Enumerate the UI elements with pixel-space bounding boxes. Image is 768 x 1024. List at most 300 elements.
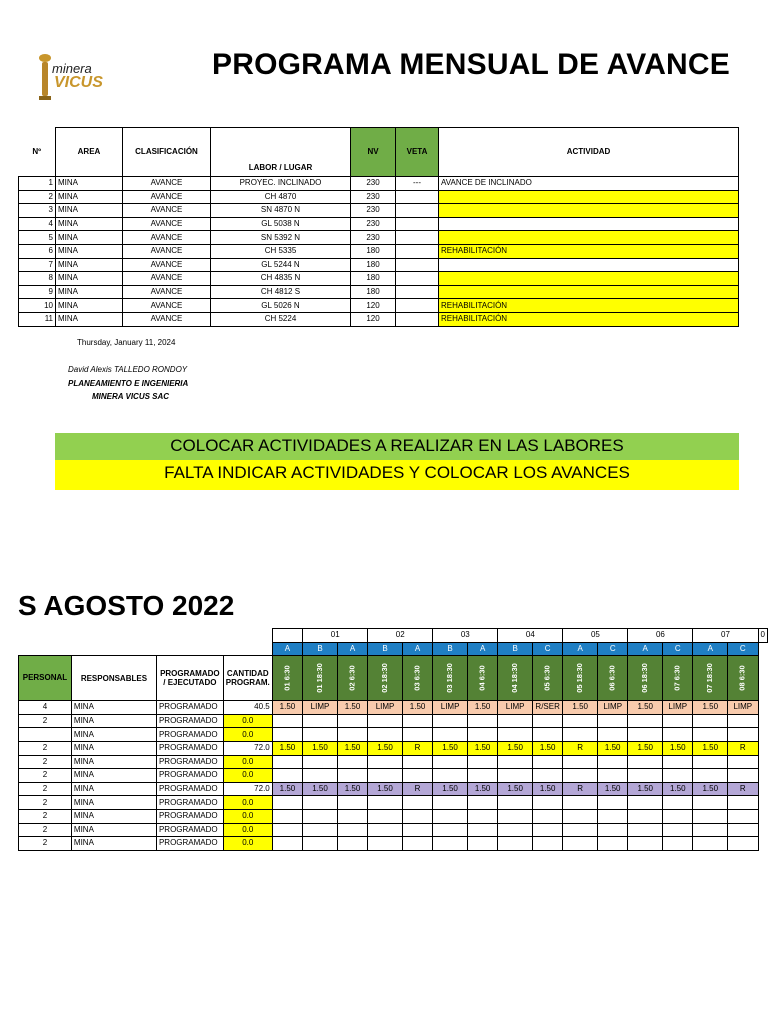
row-nv: 120 bbox=[351, 312, 396, 326]
schedule-cell[interactable] bbox=[467, 823, 497, 837]
shift-letter: A bbox=[563, 642, 598, 656]
schedule-cell[interactable] bbox=[433, 837, 468, 851]
schedule-cell[interactable]: 1.50 bbox=[498, 741, 533, 755]
shift-time-cell bbox=[532, 656, 562, 701]
row-responsable: MINA bbox=[71, 728, 156, 742]
row-area: MINA bbox=[56, 258, 123, 272]
shift-time: 07 6:30 bbox=[672, 665, 682, 691]
schedule-cell[interactable] bbox=[303, 714, 338, 728]
row-personal: 2 bbox=[19, 837, 72, 851]
row-personal: 2 bbox=[19, 714, 72, 728]
header-nv: NV bbox=[351, 128, 396, 177]
row-clasificacion: AVANCE bbox=[123, 217, 211, 231]
schedule-cell[interactable]: 1.50 bbox=[693, 701, 728, 715]
row-veta bbox=[396, 299, 439, 313]
schedule-cell[interactable] bbox=[532, 809, 562, 823]
schedule-cell[interactable] bbox=[597, 796, 627, 810]
row-number: 6 bbox=[19, 244, 56, 258]
schedule-cell[interactable] bbox=[433, 796, 468, 810]
row-responsable: MINA bbox=[71, 714, 156, 728]
row-personal: 2 bbox=[19, 769, 72, 783]
schedule-cell[interactable] bbox=[303, 796, 338, 810]
schedule-cell[interactable] bbox=[728, 714, 758, 728]
schedule-cell[interactable] bbox=[728, 755, 758, 769]
schedule-cell[interactable] bbox=[433, 809, 468, 823]
schedule-row bbox=[19, 796, 768, 810]
row-cantidad: 72.0 bbox=[223, 741, 272, 755]
schedule-cell[interactable] bbox=[498, 755, 533, 769]
shift-time: 06 6:30 bbox=[607, 665, 617, 691]
schedule-cell[interactable] bbox=[498, 837, 533, 851]
schedule-cell[interactable] bbox=[693, 796, 728, 810]
schedule-cell[interactable] bbox=[728, 769, 758, 783]
schedule-cell[interactable]: 1.50 bbox=[597, 741, 627, 755]
schedule-cell[interactable] bbox=[467, 769, 497, 783]
schedule-cell[interactable] bbox=[728, 823, 758, 837]
schedule-cell[interactable]: 1.50 bbox=[663, 782, 693, 796]
shift-letter: A bbox=[467, 642, 497, 656]
row-personal: 2 bbox=[19, 809, 72, 823]
schedule-cell[interactable] bbox=[628, 796, 663, 810]
schedule-cell[interactable] bbox=[663, 796, 693, 810]
row-programado: PROGRAMADO bbox=[156, 823, 223, 837]
schedule-row bbox=[19, 809, 768, 823]
row-veta bbox=[396, 217, 439, 231]
schedule-cell[interactable] bbox=[402, 769, 432, 783]
shift-time-cell bbox=[693, 656, 728, 701]
row-labor: CH 5224 bbox=[211, 312, 351, 326]
schedule-cell[interactable] bbox=[663, 714, 693, 728]
banner-warning: FALTA INDICAR ACTIVIDADES Y COLOCAR LOS AVANCES bbox=[55, 460, 739, 490]
schedule-cell[interactable] bbox=[563, 769, 598, 783]
schedule-cell[interactable] bbox=[532, 837, 562, 851]
row-nv: 180 bbox=[351, 244, 396, 258]
schedule-cell[interactable]: 1.50 bbox=[467, 741, 497, 755]
schedule-cell[interactable] bbox=[663, 769, 693, 783]
blank-cell bbox=[19, 629, 72, 643]
schedule-cell[interactable] bbox=[532, 755, 562, 769]
row-area: MINA bbox=[56, 177, 123, 191]
shift-letter: A bbox=[402, 642, 432, 656]
schedule-cell[interactable] bbox=[368, 823, 403, 837]
schedule-cell[interactable] bbox=[272, 714, 302, 728]
row-area: MINA bbox=[56, 190, 123, 204]
row-cantidad: 0.0 bbox=[223, 823, 272, 837]
schedule-cell[interactable]: 1.50 bbox=[368, 782, 403, 796]
schedule-cell[interactable] bbox=[337, 823, 367, 837]
schedule-cell[interactable]: 1.50 bbox=[628, 741, 663, 755]
schedule-cell[interactable] bbox=[368, 714, 403, 728]
row-actividad bbox=[439, 190, 739, 204]
schedule-cell[interactable]: LIMP bbox=[303, 701, 338, 715]
schedule-cell[interactable] bbox=[402, 809, 432, 823]
schedule-cell[interactable] bbox=[597, 809, 627, 823]
shift-time-cell bbox=[433, 656, 468, 701]
schedule-cell[interactable] bbox=[337, 728, 367, 742]
row-clasificacion: AVANCE bbox=[123, 258, 211, 272]
schedule-cell[interactable] bbox=[563, 728, 598, 742]
schedule-cell[interactable] bbox=[728, 796, 758, 810]
schedule-cell[interactable]: 1.50 bbox=[272, 782, 302, 796]
schedule-cell[interactable] bbox=[402, 728, 432, 742]
schedule-cell[interactable] bbox=[272, 769, 302, 783]
schedule-cell[interactable] bbox=[402, 755, 432, 769]
schedule-cell[interactable]: 1.50 bbox=[467, 701, 497, 715]
row-area: MINA bbox=[56, 272, 123, 286]
schedule-cell[interactable]: 1.50 bbox=[368, 741, 403, 755]
schedule-cell[interactable] bbox=[532, 728, 562, 742]
schedule-cell[interactable]: R bbox=[563, 782, 598, 796]
schedule-cell[interactable]: R/SER bbox=[532, 701, 562, 715]
schedule-cell[interactable] bbox=[368, 728, 403, 742]
row-clasificacion: AVANCE bbox=[123, 285, 211, 299]
schedule-cell[interactable] bbox=[628, 837, 663, 851]
schedule-cell[interactable] bbox=[498, 809, 533, 823]
shift-letter: B bbox=[498, 642, 533, 656]
schedule-cell[interactable] bbox=[693, 837, 728, 851]
labor-row bbox=[19, 217, 739, 231]
row-clasificacion: AVANCE bbox=[123, 244, 211, 258]
row-responsable: MINA bbox=[71, 809, 156, 823]
schedule-cell[interactable] bbox=[693, 714, 728, 728]
schedule-cell[interactable] bbox=[433, 769, 468, 783]
labor-row bbox=[19, 190, 739, 204]
row-programado: PROGRAMADO bbox=[156, 714, 223, 728]
schedule-cell[interactable] bbox=[663, 809, 693, 823]
schedule-cell[interactable] bbox=[433, 823, 468, 837]
schedule-cell[interactable] bbox=[433, 714, 468, 728]
logo-line2: VICUS bbox=[54, 74, 103, 91]
row-veta bbox=[396, 231, 439, 245]
row-number: 9 bbox=[19, 285, 56, 299]
schedule-cell[interactable] bbox=[563, 714, 598, 728]
schedule-cell[interactable] bbox=[272, 823, 302, 837]
row-personal: 2 bbox=[19, 741, 72, 755]
schedule-cell[interactable] bbox=[628, 809, 663, 823]
shift-time: 07 18:30 bbox=[705, 663, 715, 693]
labor-row bbox=[19, 299, 739, 313]
shift-letter: C bbox=[728, 642, 758, 656]
day-number: 03 bbox=[433, 629, 498, 643]
schedule-cell[interactable] bbox=[693, 809, 728, 823]
row-nv: 230 bbox=[351, 190, 396, 204]
labores-table bbox=[18, 127, 739, 327]
schedule-row bbox=[19, 714, 768, 728]
schedule-row bbox=[19, 701, 768, 715]
schedule-cell[interactable]: 1.50 bbox=[402, 701, 432, 715]
schedule-cell[interactable] bbox=[402, 823, 432, 837]
shift-time-cell bbox=[303, 656, 338, 701]
schedule-cell[interactable]: 1.50 bbox=[337, 701, 367, 715]
schedule-cell[interactable] bbox=[663, 837, 693, 851]
schedule-cell[interactable]: 1.50 bbox=[597, 782, 627, 796]
row-programado: PROGRAMADO bbox=[156, 769, 223, 783]
shift-letter: C bbox=[597, 642, 627, 656]
row-nv: 230 bbox=[351, 204, 396, 218]
schedule-cell[interactable] bbox=[272, 755, 302, 769]
schedule-cell[interactable] bbox=[498, 823, 533, 837]
schedule-cell[interactable] bbox=[337, 755, 367, 769]
schedule-cell[interactable]: 1.50 bbox=[433, 782, 468, 796]
row-cantidad: 0.0 bbox=[223, 837, 272, 851]
schedule-cell[interactable]: R bbox=[402, 741, 432, 755]
day-number: 0 bbox=[758, 629, 767, 643]
schedule-cell[interactable] bbox=[402, 837, 432, 851]
schedule-cell[interactable]: 1.50 bbox=[433, 741, 468, 755]
schedule-cell[interactable] bbox=[597, 755, 627, 769]
schedule-cell[interactable] bbox=[337, 837, 367, 851]
schedule-cell[interactable] bbox=[628, 823, 663, 837]
schedule-cell[interactable] bbox=[532, 796, 562, 810]
schedule-cell[interactable]: 1.50 bbox=[532, 782, 562, 796]
schedule-cell[interactable]: 1.50 bbox=[337, 782, 367, 796]
shift-letter: A bbox=[337, 642, 367, 656]
shift-time-cell bbox=[337, 656, 367, 701]
schedule-cell[interactable] bbox=[303, 755, 338, 769]
schedule-cell[interactable] bbox=[628, 769, 663, 783]
row-nv: 230 bbox=[351, 217, 396, 231]
schedule-cell[interactable] bbox=[498, 769, 533, 783]
schedule-cell[interactable] bbox=[498, 796, 533, 810]
row-actividad: REHABILITACIÓN bbox=[439, 299, 739, 313]
row-personal bbox=[19, 728, 72, 742]
schedule-cell[interactable] bbox=[272, 796, 302, 810]
row-actividad bbox=[439, 217, 739, 231]
schedule-cell[interactable] bbox=[728, 809, 758, 823]
row-number: 5 bbox=[19, 231, 56, 245]
schedule-cell[interactable] bbox=[663, 728, 693, 742]
schedule-cell[interactable] bbox=[368, 796, 403, 810]
schedule-cell[interactable] bbox=[532, 714, 562, 728]
schedule-cell[interactable]: 1.50 bbox=[467, 782, 497, 796]
row-labor: CH 4870 bbox=[211, 190, 351, 204]
row-programado: PROGRAMADO bbox=[156, 701, 223, 715]
schedule-cell[interactable]: LIMP bbox=[498, 701, 533, 715]
schedule-cell[interactable] bbox=[467, 796, 497, 810]
schedule-cell[interactable] bbox=[337, 809, 367, 823]
schedule-cell[interactable] bbox=[597, 714, 627, 728]
signature-name: David Alexis TALLEDO RONDOY bbox=[68, 365, 188, 374]
schedule-cell[interactable]: 1.50 bbox=[628, 701, 663, 715]
shift-time-cell bbox=[728, 656, 758, 701]
schedule-cell[interactable]: LIMP bbox=[368, 701, 403, 715]
schedule-cell[interactable] bbox=[693, 728, 728, 742]
schedule-cell[interactable] bbox=[663, 823, 693, 837]
row-personal: 2 bbox=[19, 782, 72, 796]
schedule-cell[interactable] bbox=[467, 714, 497, 728]
row-programado: PROGRAMADO bbox=[156, 755, 223, 769]
shift-time: 06 18:30 bbox=[640, 663, 650, 693]
row-nv: 120 bbox=[351, 299, 396, 313]
schedule-cell[interactable] bbox=[663, 755, 693, 769]
schedule-cell[interactable] bbox=[368, 837, 403, 851]
row-programado: PROGRAMADO bbox=[156, 728, 223, 742]
schedule-cell[interactable] bbox=[563, 755, 598, 769]
schedule-cell[interactable]: LIMP bbox=[433, 701, 468, 715]
row-responsable: MINA bbox=[71, 701, 156, 715]
schedule-cell[interactable]: 1.50 bbox=[303, 782, 338, 796]
schedule-cell[interactable] bbox=[467, 728, 497, 742]
row-programado: PROGRAMADO bbox=[156, 782, 223, 796]
row-clasificacion: AVANCE bbox=[123, 231, 211, 245]
row-area: MINA bbox=[56, 299, 123, 313]
schedule-cell[interactable]: 1.50 bbox=[272, 701, 302, 715]
schedule-cell[interactable] bbox=[337, 769, 367, 783]
schedule-cell[interactable] bbox=[368, 755, 403, 769]
schedule-cell[interactable] bbox=[532, 769, 562, 783]
schedule-cell[interactable] bbox=[303, 728, 338, 742]
schedule-cell[interactable] bbox=[563, 796, 598, 810]
schedule-cell[interactable] bbox=[563, 823, 598, 837]
row-area: MINA bbox=[56, 231, 123, 245]
schedule-cell[interactable]: 1.50 bbox=[303, 741, 338, 755]
labor-row bbox=[19, 204, 739, 218]
shift-time-cell bbox=[628, 656, 663, 701]
schedule-cell[interactable]: R bbox=[728, 741, 758, 755]
row-actividad bbox=[439, 231, 739, 245]
schedule-cell[interactable] bbox=[532, 823, 562, 837]
banner-instruction: COLOCAR ACTIVIDADES A REALIZAR EN LAS LABORES bbox=[55, 433, 739, 460]
day-header-row bbox=[19, 629, 768, 643]
row-area: MINA bbox=[56, 217, 123, 231]
shift-letter: C bbox=[663, 642, 693, 656]
row-veta bbox=[396, 312, 439, 326]
schedule-cell[interactable] bbox=[563, 809, 598, 823]
page-title: PROGRAMA MENSUAL DE AVANCE bbox=[212, 48, 730, 81]
schedule-cell[interactable] bbox=[337, 714, 367, 728]
schedule-row bbox=[19, 741, 768, 755]
schedule-row bbox=[19, 728, 768, 742]
schedule-cell[interactable] bbox=[433, 728, 468, 742]
schedule-cell[interactable]: R bbox=[728, 782, 758, 796]
row-responsable: MINA bbox=[71, 741, 156, 755]
schedule-cell[interactable] bbox=[402, 714, 432, 728]
signature-dept: PLANEAMIENTO E INGENIERIA bbox=[68, 379, 189, 388]
row-number: 4 bbox=[19, 217, 56, 231]
schedule-cell[interactable] bbox=[433, 755, 468, 769]
header-actividad: ACTIVIDAD bbox=[439, 128, 739, 177]
header-area: AREA bbox=[56, 128, 123, 177]
row-programado: PROGRAMADO bbox=[156, 809, 223, 823]
schedule-cell[interactable]: R bbox=[563, 741, 598, 755]
row-personal: 2 bbox=[19, 823, 72, 837]
shift-time-cell bbox=[368, 656, 403, 701]
schedule-cell[interactable] bbox=[498, 728, 533, 742]
schedule-cell[interactable] bbox=[272, 837, 302, 851]
row-nv: 180 bbox=[351, 258, 396, 272]
schedule-cell[interactable] bbox=[368, 769, 403, 783]
schedule-cell[interactable] bbox=[467, 837, 497, 851]
schedule-cell[interactable]: 1.50 bbox=[693, 741, 728, 755]
shift-time: 03 6:30 bbox=[412, 665, 422, 691]
row-number: 1 bbox=[19, 177, 56, 191]
row-clasificacion: AVANCE bbox=[123, 272, 211, 286]
schedule-cell[interactable] bbox=[467, 755, 497, 769]
row-nv: 180 bbox=[351, 272, 396, 286]
schedule-cell[interactable] bbox=[728, 728, 758, 742]
schedule-cell[interactable] bbox=[303, 769, 338, 783]
schedule-cell[interactable]: LIMP bbox=[663, 701, 693, 715]
schedule-cell[interactable] bbox=[597, 823, 627, 837]
schedule-cell[interactable] bbox=[563, 837, 598, 851]
schedule-cell[interactable]: 1.50 bbox=[663, 741, 693, 755]
schedule-row bbox=[19, 837, 768, 851]
schedule-cell[interactable] bbox=[272, 809, 302, 823]
shift-time: 05 6:30 bbox=[542, 665, 552, 691]
row-actividad: REHABILITACIÓN bbox=[439, 244, 739, 258]
logo-line1: minera bbox=[52, 61, 92, 76]
labor-row bbox=[19, 312, 739, 326]
schedule-cell[interactable] bbox=[693, 755, 728, 769]
schedule-cell[interactable] bbox=[402, 796, 432, 810]
schedule-cell[interactable] bbox=[303, 823, 338, 837]
shift-time: 04 18:30 bbox=[510, 663, 520, 693]
schedule-cell[interactable]: 1.50 bbox=[272, 741, 302, 755]
schedule-cell[interactable]: LIMP bbox=[597, 701, 627, 715]
schedule-cell[interactable] bbox=[498, 714, 533, 728]
row-labor: GL 5038 N bbox=[211, 217, 351, 231]
schedule-cell[interactable]: R bbox=[402, 782, 432, 796]
header-n: Nº bbox=[32, 146, 42, 156]
schedule-cell[interactable] bbox=[303, 837, 338, 851]
schedule-cell[interactable] bbox=[467, 809, 497, 823]
row-responsable: MINA bbox=[71, 837, 156, 851]
schedule-cell[interactable]: 1.50 bbox=[532, 741, 562, 755]
shift-time-cell bbox=[597, 656, 627, 701]
blank-cell bbox=[19, 642, 72, 656]
shift-time: 02 18:30 bbox=[380, 663, 390, 693]
signature-company: MINERA VICUS SAC bbox=[92, 392, 170, 401]
schedule-cell[interactable] bbox=[728, 837, 758, 851]
schedule-cell[interactable] bbox=[303, 809, 338, 823]
schedule-cell[interactable] bbox=[337, 796, 367, 810]
schedule-cell[interactable] bbox=[693, 769, 728, 783]
schedule-cell[interactable] bbox=[597, 769, 627, 783]
schedule-cell[interactable]: 1.50 bbox=[498, 782, 533, 796]
schedule-cell[interactable] bbox=[597, 728, 627, 742]
schedule-cell[interactable] bbox=[628, 714, 663, 728]
labor-row bbox=[19, 285, 739, 299]
blank-cell bbox=[223, 642, 272, 656]
shift-time-cell bbox=[563, 656, 598, 701]
schedule-cell[interactable] bbox=[628, 728, 663, 742]
schedule-cell[interactable]: 1.50 bbox=[693, 782, 728, 796]
row-area: MINA bbox=[56, 244, 123, 258]
row-veta bbox=[396, 272, 439, 286]
schedule-cell[interactable]: 1.50 bbox=[337, 741, 367, 755]
row-actividad: REHABILITACIÓN bbox=[439, 312, 739, 326]
shift-time-cell bbox=[498, 656, 533, 701]
header-clasificacion: CLASIFICACIÓN bbox=[123, 128, 211, 177]
schedule-cell[interactable] bbox=[597, 837, 627, 851]
schedule-cell[interactable]: 1.50 bbox=[628, 782, 663, 796]
schedule-cell[interactable] bbox=[693, 823, 728, 837]
row-programado: PROGRAMADO bbox=[156, 741, 223, 755]
row-number: 2 bbox=[19, 190, 56, 204]
row-responsable: MINA bbox=[71, 769, 156, 783]
row-actividad: AVANCE DE INCLINADO bbox=[439, 177, 739, 191]
schedule-cell[interactable]: LIMP bbox=[728, 701, 758, 715]
schedule-table-wrapper[interactable] bbox=[18, 628, 768, 878]
schedule-cell[interactable]: 1.50 bbox=[563, 701, 598, 715]
header-cantidad: CANTIDAD PROGRAM. bbox=[223, 656, 272, 701]
day-number: 07 bbox=[693, 629, 758, 643]
schedule-cell[interactable] bbox=[368, 809, 403, 823]
schedule-cell[interactable] bbox=[272, 728, 302, 742]
schedule-cell[interactable] bbox=[628, 755, 663, 769]
row-veta bbox=[396, 244, 439, 258]
labor-row bbox=[19, 177, 739, 191]
